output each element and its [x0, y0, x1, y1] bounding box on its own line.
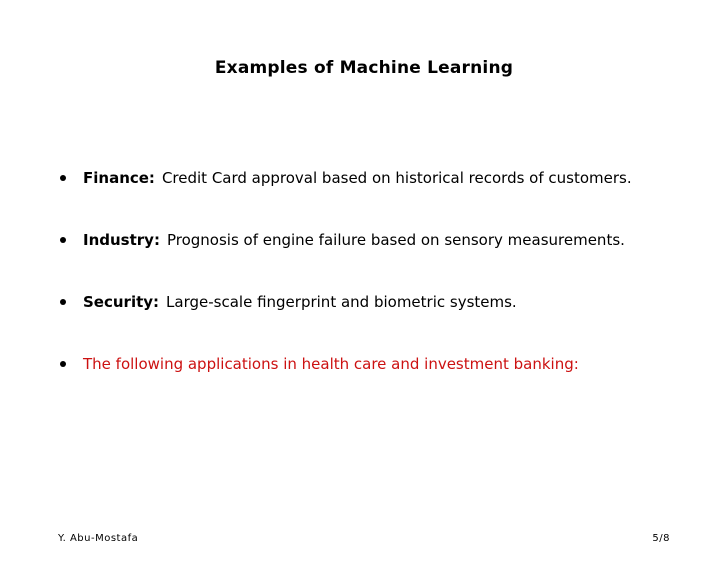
bullet-dot-icon: [60, 175, 66, 181]
bullet-dot-icon: [60, 299, 66, 305]
bullet-description: Large-scale fingerprint and biometric systems.: [166, 293, 517, 311]
footer-author: Y. Abu-Mostafa: [58, 533, 139, 544]
bullet-dot-icon: [60, 361, 66, 367]
bullet-keyword: Security:: [83, 293, 160, 311]
bullet-item-applications: [58, 352, 718, 376]
bullet-description: Prognosis of engine failure based on sensory measurements.: [166, 231, 625, 249]
bullet-text: [83, 352, 579, 376]
slide-title: Examples of Machine Learning: [214, 58, 514, 78]
bullet-text: [83, 166, 632, 190]
footer-page-number: 5/8: [652, 533, 670, 544]
bullet-text: [83, 290, 517, 314]
bullet-description: Credit Card approval based on historical records of customers.: [161, 169, 632, 187]
bullet-list: [58, 166, 718, 414]
bullet-keyword: Finance:: [83, 169, 155, 187]
bullet-description: The following applications in health care and investment banking:: [83, 355, 579, 373]
bullet-keyword: Industry:: [83, 231, 160, 249]
bullet-item-finance: [58, 166, 718, 190]
bullet-text: [83, 228, 625, 252]
bullet-dot-icon: [60, 237, 66, 243]
bullet-item-security: [58, 290, 718, 314]
bullet-item-industry: [58, 228, 718, 252]
